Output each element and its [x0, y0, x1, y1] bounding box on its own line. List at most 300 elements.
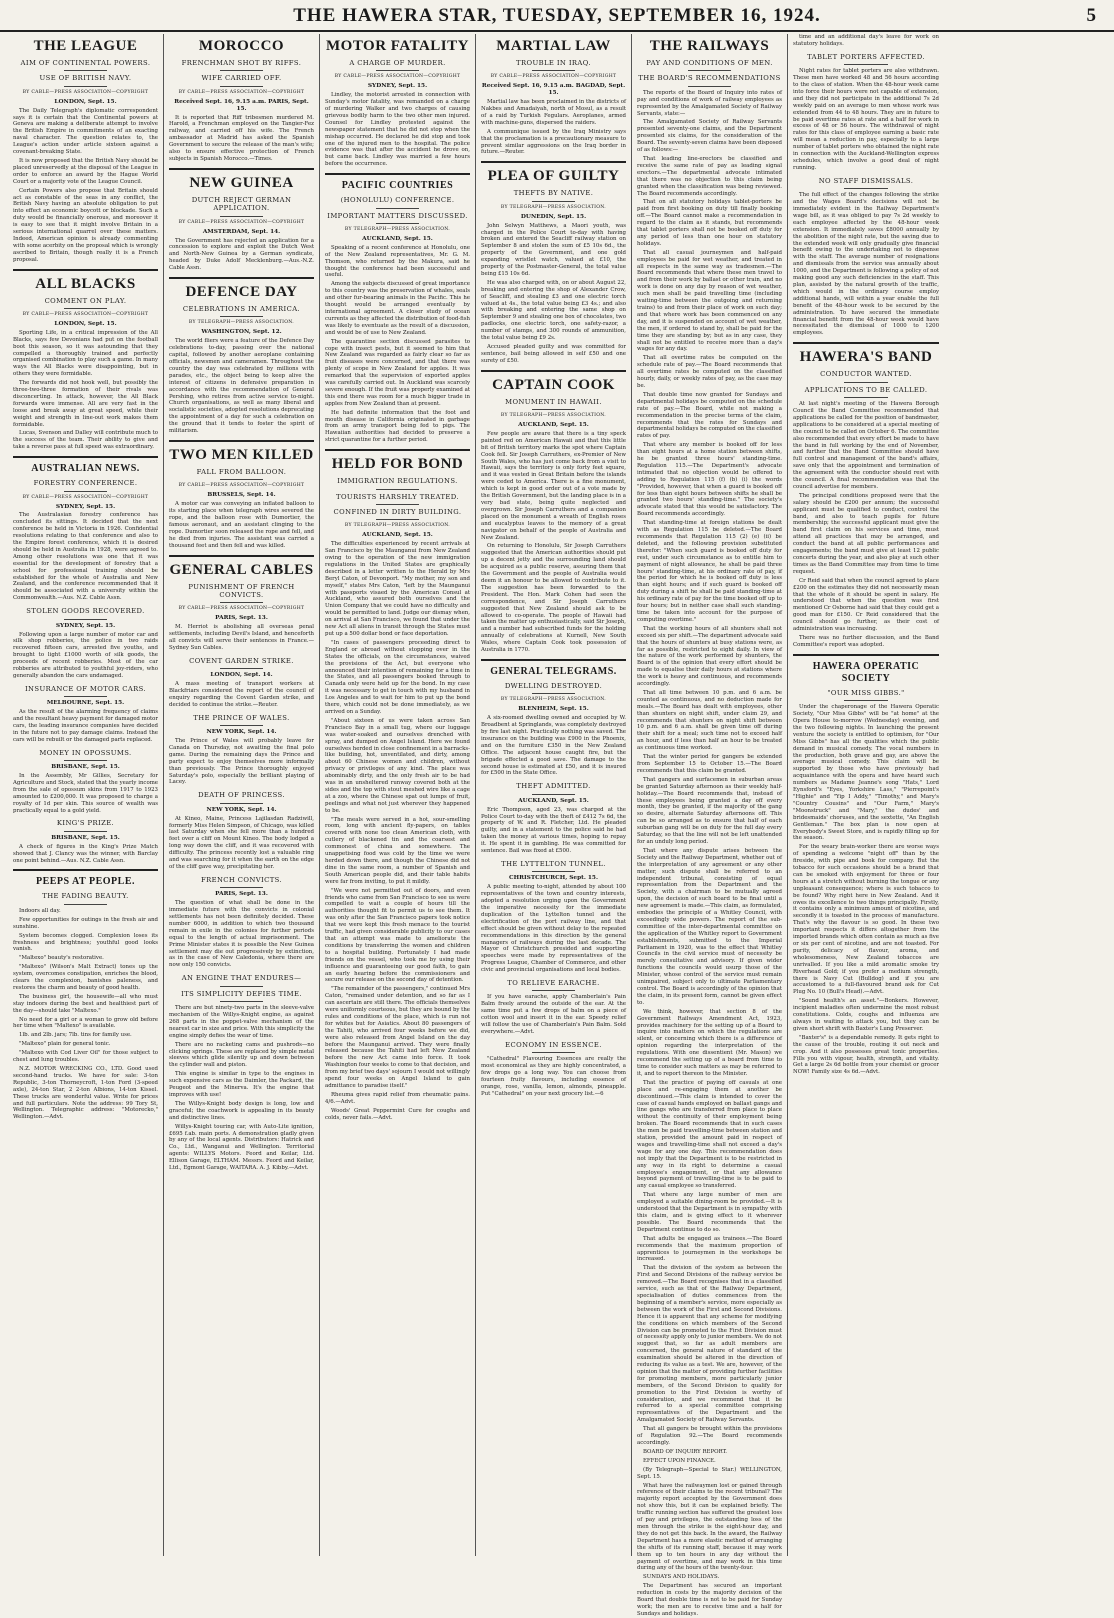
- story-dateline: BRISBANE, Sept. 15.: [51, 834, 120, 841]
- story-dateline: AMSTERDAM, Sept. 14.: [202, 228, 281, 235]
- deck-rule: [376, 208, 420, 209]
- story-paragraph: The question of what shall be done in the immediate future with the convicts in colonial settlements has not been definitely decided. These number 6000, in addition to which two thousand remain in exile in the colonies for further periods equal to the length of actual imprisonment. The Prime Minister states it is possible the New Guinea settlement may die out progressively by extinction, as in the case of New Caledonia, where there are now only 150 convicts.: [169, 900, 314, 969]
- column-4: [476, 34, 632, 1556]
- story-subheading: CONFINED IN DIRTY BUILDING.: [333, 508, 462, 516]
- story-subheading: ECONOMY IN ESSENCE.: [505, 1040, 602, 1049]
- column-6: [788, 34, 944, 1556]
- story-dateline: BRISBANE, Sept. 15.: [51, 764, 120, 771]
- story-headline: ALL BLACKS: [35, 275, 136, 292]
- deck-rule: [220, 725, 264, 726]
- story-subheading: COVENT GARDEN STRIKE.: [189, 656, 294, 665]
- story-paragraph: Rheuma gives rapid relief from rheumatic pains. 4/6.—Advt.: [325, 1091, 470, 1105]
- story-dateline: LONDON, Sept. 15.: [54, 98, 117, 105]
- story: [793, 654, 939, 1076]
- story-byline: BY CABLE—PRESS ASSOCIATION—COPYRIGHT: [178, 219, 305, 225]
- story-paragraph: That all gangers be brought within the provisions of Regulation 92.—The Board recommends accordingly.: [637, 1426, 782, 1446]
- story-paragraph: Martial law has been proclaimed in the districts of Nakbes and Amadaiyah, north of Mosul, as a result of a raid by Turkish Fegulars. Aeroplanes, armed with machine-guns, dispersed the raiders.: [481, 99, 626, 126]
- masthead: [0, 0, 1114, 32]
- story-subheading: FORESTRY CONFERENCE.: [33, 479, 138, 488]
- story: [793, 342, 939, 649]
- story-dateline: AUCKLAND, Sept. 15.: [362, 532, 433, 539]
- story-paragraph: "Maltexo with Cod Liver Oil" for those subject to chest and lung troubles.: [13, 1050, 158, 1064]
- section-divider: [169, 277, 314, 279]
- story-dateline: MELBOURNE, Sept. 15.: [46, 700, 125, 707]
- story-paragraph: "The meals were served in a hot, sour-smelling room, long with ancient fly-papers, on tables covered with none too clean American cloth, with cutlery of blackened tin and the coarsest and commonest of china and somewhere. The unappetising food was cold by the time we were herded down there, and though the Chinese did not dine in the same room, a number of Spanish and South American people did, and their table habits were far from inviting, to put it mildly.: [325, 816, 470, 885]
- section-divider: [481, 161, 626, 163]
- story-byline: BY CABLE—PRESS ASSOCIATION—COPYRIGHT: [22, 494, 149, 500]
- story-subheading: DEATH OF PRINCESS.: [198, 791, 285, 800]
- deck-rule: [220, 887, 264, 888]
- story-paragraph: Following upon a large number of motor car and silk shop robberies, the police in two raids recovered fifteen cars, arrested five youths, and brought to light £1000 worth of silk goods, the proceeds of recent robberies. Most of the car robberies are attributed to youthful joy-riders, who generally abandon the cars undamaged.: [13, 631, 158, 679]
- story: [481, 370, 626, 654]
- story-headline: AUSTRALIAN NEWS.: [31, 463, 140, 475]
- story-headline: PEEPS AT PEOPLE.: [35, 876, 136, 888]
- deck-rule: [532, 201, 576, 202]
- story-paragraph: The quarantine section discussed parasites to cope with insect pests, but it seemed to him that New Zealand was regarded as fairly clear so far as fruit diseases were concerned, and that there was plenty of scope in New Zealand for apples. It was remarked that the supervision of exported apples was carefully carried out. In Auckland was scarcely severe enough. If the fruit was properly examined at this end there was room for a much bigger trade in apples from New Zealand than at present.: [325, 338, 470, 407]
- story-headline: HAWERA'S BAND: [799, 349, 933, 366]
- section-divider: [481, 659, 626, 661]
- story-subheading: AN ENGINE THAT ENDURES—: [181, 974, 302, 983]
- section-divider: [13, 269, 158, 271]
- story-paragraph: We think, however, that section 8 of the Government Railways Amendment Act, 1923, provides machinery for the setting up of a Board to inquire into matters on which the regulations are silent, or concerning which there is a difference of opinion regarding the interpretation of the regulations. With one dissentient (Mr. Mason) we recommend the setting up of a board from time to time to consider such matters as may be referred to it, and to report thereon to the Minister.: [637, 1008, 782, 1077]
- story-paragraph: "Sound health's an asset."—Bonkers. However, incipient maladies often undermine the most robust constitutions. Colds, coughs and influenza are always in waiting to attack you, but they can be given short shrift with Baxter's Lung Preserver.: [793, 998, 939, 1032]
- story: [169, 38, 314, 163]
- story-subheading: THEFTS BY NATIVE.: [513, 189, 594, 198]
- story-headline: NEW GUINEA: [189, 174, 294, 191]
- deck-rule: [532, 693, 576, 694]
- story-dateline: CHRISTCHURCH, Sept. 15.: [509, 875, 598, 882]
- story-subheading: KING'S PRIZE.: [56, 819, 115, 828]
- story-headline: MARTIAL LAW: [496, 38, 611, 54]
- story-subheading: ITS SIMPLICITY DEFIES TIME.: [181, 989, 302, 998]
- story-headline: HAWERA OPERATIC SOCIETY: [812, 660, 920, 684]
- story-paragraph: He had definite information that the foot and mouth disease in California originated in garbage from an army transport being fed to pigs. The Hawaiian authorities had decided to preserve a strict quarantine for a further period.: [325, 409, 470, 444]
- story-dateline: NEW YORK, Sept. 14.: [206, 806, 277, 813]
- column-5: [632, 34, 788, 1617]
- story-headline: PACIFIC COUNTRIES: [341, 180, 454, 192]
- story-dateline: NEW YORK, Sept. 14.: [206, 729, 277, 736]
- story-subheading: INSURANCE OF MOTOR CARS.: [24, 684, 147, 693]
- story-paragraph: The Prince of Wales will probably leave for Canada on Thursday, not awaiting the final polo game. During the remaining days the Prince and party expect to enjoy themselves more informally than previously. The Prince thoroughly enjoyed Saturday's polo, especially the brilliant playing of Lacey.: [169, 738, 314, 786]
- column-2: [164, 34, 320, 1556]
- deck-rule: [220, 86, 264, 87]
- story-subheading: THE PRINCE OF WALES.: [193, 713, 290, 722]
- story-paragraph: At Kineo, Maine, Princess Lajilasdan Radziwill, formerly Miss Helen Simpson, of Chicago, was killed last Saturday when she fell more than a hundred feet over a cliff on Mount Kineo. The body lodged a long way down the cliff, and it was recovered with difficulty. The princess recently lost a valuable ring and was searching for it when the earth on the edge of the cliff gave way, precipitating her.: [169, 815, 314, 870]
- deck-rule: [220, 602, 264, 603]
- story-paragraph: Speaking of a recent conference at Honolulu, one of the New Zealand representatives, Mr. G. M. Thomson, who returned by the Makura, said he thought the conference had been successful and useful.: [325, 244, 470, 279]
- section-divider: [793, 342, 939, 344]
- story: [169, 974, 314, 1172]
- story-subheading: "OUR MISS GIBBS.": [827, 688, 905, 697]
- story: [13, 749, 158, 815]
- story-dateline: AUCKLAND, Sept. 15.: [518, 422, 589, 429]
- story-subheading: PUNISHMENT OF FRENCH CONVICTS.: [188, 582, 295, 599]
- story-paragraph: In the Assembly, Mr Gillies, Secretary for Agriculture and Stock, stated that the yearly income from the sale of opossum skins from 1917 to 1923 amounted to £200,000. It was proposed to charge a royalty of 1d per skin. This source of wealth was practically equal to a gold yield.: [13, 773, 158, 814]
- section-divider: [13, 456, 158, 458]
- story-subheading: A CHARGE OF MURDER.: [349, 59, 446, 67]
- story-paragraph: The Daily Telegraph's diplomatic correspondent says it is certain that the Continental powers at Geneva are making a deliberate attempt to involve the British Empire in commitments of an exacting naval character. The question relates to, the League's action under article sixteen against a covenant-breaking State.: [13, 107, 158, 156]
- story-paragraph: "Maltexo" (Wilson's Malt Extract) tones up the system, overcomes constipation, enriches the blood, clears the complexion, banishes paleness, and restores the charm and beauty of good health.: [13, 964, 158, 991]
- story-paragraph: The Amalgamated Society of Railway Servants presented seventy-one claims, and the Department presented six claims, for the consideration of the Board. The seventy-seven claims have been disposed of as follows:—: [637, 119, 782, 154]
- deck-rule: [64, 491, 108, 492]
- story-dateline: SYDNEY, Sept. 15.: [55, 503, 116, 510]
- section-divider: [169, 440, 314, 442]
- story-dateline: Received Sept. 16, 9.15 a.m. BAGDAD, Sept. 15.: [481, 83, 626, 97]
- story-dateline: Received Sept. 16, 9.15 a.m. PARIS, Sept. 15.: [174, 98, 309, 112]
- story-subheading: MONUMENT IN HAWAII.: [505, 397, 602, 406]
- story-paragraph: That where any dispute arises between the Society and the Railway Department, whether out of the interpretation of any agreement or any other matter, such dispute shall be referred to an independent tribunal, consisting of equal representation from the Department and the Society, with a chairman to be mutually agreed upon, the decision of such board to be final until a new agreement is made.—This claim, as formulated, embodies the principle of a Whitley Council, with exceedingly wide powers. The report of the sub-committee of the inter-departmental committee on the application of the Whitley report to Government establishments, submitted to the Imperial Parliament in 1920, was to the effect that Whitley Councils in the civil service must of necessity be merely consultative and advisory. If given wider functions the councils would usurp those of the Minister, whose control of the service must remain unimpaired, subject only to ultimate Parliamentary control. The Board is accordingly of the opinion that the claim, in its present form, cannot be given effect to.: [637, 847, 782, 1006]
- story: [481, 979, 626, 1036]
- story-dateline: LONDON, Sept. 15.: [54, 320, 117, 327]
- story-paragraph: "In cases of passengers proceeding direct to England or abroad without stopping over in the States the officials, on the circumstances, waived the provisions of the Act, but everyone who announced their intention of remaining for a time in the States, and all passengers booked through to Canada only were held up for the bond. In my case it was necessary to get in touch with my husband in Los Angeles and to wait for him to put up the bond there, which could not be done immediately, as we arrived on a Sunday.: [325, 639, 470, 715]
- story: [13, 819, 158, 864]
- story: [481, 659, 626, 777]
- story-byline: BY TELEGRAPH—PRESS ASSOCIATION.: [500, 204, 607, 210]
- story: [169, 555, 314, 652]
- story-subheading: DWELLING DESTROYED.: [504, 681, 603, 690]
- deck-rule: [64, 70, 108, 71]
- story-headline: GENERAL TELEGRAMS.: [490, 665, 617, 677]
- story-subheading: NO STAFF DISMISSALS.: [818, 176, 914, 185]
- story: [481, 38, 626, 156]
- deck-rule: [376, 489, 420, 490]
- story-subheading: THE BOARD'S RECOMMENDATIONS: [638, 74, 781, 83]
- story-paragraph: time and an additional day's leave for work on statutory holidays.: [793, 34, 939, 47]
- story-paragraph: As the result of the alarming frequency of claims and the resultant heavy payment for damaged motor cars, the leading insurance companies have decided in the future not to pay damage claims. Instead the cars will be rebuilt or the damaged parts replaced.: [13, 709, 158, 743]
- story: [13, 607, 158, 680]
- story-paragraph: The Australasian forestry conference has concluded its sittings. It decided that the next conference be held in Victoria in 1926. Confidential resolutions relating to that conference and also to the Empire forest conference, which it is desired should be held in Australia in 1928, were agreed to. Among other resolutions was one that it was essential for the development of forestry that a school for professional training should be established for the whole of Australia and New Zealand, and the conference recommended that it should be associated with a university within the Commonwealth.—Aus. N.Z. Cable Assn.: [13, 512, 158, 602]
- deck-rule: [64, 308, 108, 309]
- story-paragraph: "Cathedral" Flavouring Essences are really the most economical as they are highly concentrated, a few drops go a long way. You can choose from fourteen fruity flavours, including essence of orange, rose, vanilla, lemon, almonds, pineapple. Put "Cathedral" on your next grocery list.—6: [481, 1056, 626, 1097]
- story-headline: GENERAL CABLES: [169, 561, 314, 578]
- story-paragraph: (By Telegraph—Special to Star.) WELLINGTON, Sept. 15.: [637, 1466, 782, 1480]
- story-byline: BY CABLE—PRESS ASSOCIATION—COPYRIGHT: [178, 606, 305, 612]
- story-subheading: THEFT ADMITTED.: [516, 782, 591, 791]
- story-byline: BY TELEGRAPH—PRESS ASSOCIATION.: [500, 413, 607, 419]
- story-paragraph: There are no racketing cams and pushrods—no clicking springs. These are replaced by simple metal sleeves which glide silently up and down between the cylinder wall and piston.: [169, 1041, 314, 1069]
- story-paragraph: What have the railwaymen lost or gained through reference of their claims to the recent tribunal? The majority report accepted by the Government does not show this, but it can be explained briefly. The traffic running section has suffered the greatest loss of pay and privileges, the outstanding loss of the men through the strike is the eight-hour day, and they do not get this back. In the award, the Railway Department has a more elastic method of arranging the shifts of its running staff, because it may work them up to ten hours in any day without the payment of overtime, and may work in this time during any of the hours of the twenty-four.: [637, 1482, 782, 1572]
- deck-rule: [532, 409, 576, 410]
- story-dateline: PARIS, Sept. 13.: [215, 891, 268, 898]
- story-paragraph: Cr Reid said that when the council agreed to place £200 on the estimates they did not necessarily mean that the whole of it should be spent in salary. He understood that when the question was first mentioned Cr Osborne had said that they could get a good man for £150. Cr Reid considered that the council should go further, as their cost of administration was increasing.: [793, 577, 939, 633]
- deck-rule: [376, 223, 420, 224]
- story-paragraph: System becomes clogged. Complexion loses its freshness and brightness; youthful good looks vanish.: [13, 932, 158, 953]
- story: [169, 168, 314, 272]
- story-paragraph: A public meeting to-night, attended by about 100 representatives of the town and country interests, adopted a resolution urging upon the Government the imperative necessity for the immediate duplication of the Lyttelton tunnel and the electrification of the port railway line, and that effect should be given without delay to the repeated recommendations in this direction by the general managers of railways during the last decade. The Mayor of Christchurch presided and supporting speeches were made by representatives of the Progress League, Chamber of Commerce, and other civic and provincial organisations and local bodies.: [481, 884, 626, 974]
- deck-rule: [220, 70, 264, 71]
- story-paragraph: A motor car was conveying an inflated balloon to its starting place when telegraph wires severed the rope, and the balloon rose with Dumortier, the famous aeronaut, and an assistant clinging to the rope. Dumortier soon released the rope and fell, and he died from injuries. The assistant was carried a thousand feet and then fell and was killed.: [169, 501, 314, 549]
- story-paragraph: Certain Powers also propose that Britain should act as constable of the seas in any conflict, the British Navy having an absolute obligation to put into effect an economic boycott or blockade. Such a duty would be financially onerous, and moreover it is easy to see that it might involve Britain in a serious international quarrel over these matters. Indeed, American opinion is already commenting with some acerbity on the proposal which is wrongly ascribed to Britain, though really it is a French proposal.: [13, 187, 158, 263]
- deck-rule: [844, 700, 888, 701]
- story-headline: MOROCCO: [198, 38, 285, 54]
- story-paragraph: Sporting Life, in a critical impression of the All Blacks, says few Devonians had put on the football boot this season, so it was astounding that they compelled a thoroughly trained and perfectly organised combination to play such a game. In many ways the All Blacks were disappointing, but in others they were formidable.: [13, 329, 158, 378]
- story-paragraph: A mass meeting of transport workers at Blackfriars considered the report of the council of enquiry regarding the Covent Garden strike, and decided to continue the strike.—Reuter.: [169, 681, 314, 708]
- deck-rule: [220, 986, 264, 987]
- story-dateline: AUCKLAND, Sept. 15.: [362, 235, 433, 242]
- page-number: 5: [1086, 5, 1096, 26]
- deck-rule: [376, 70, 420, 71]
- story: [637, 38, 782, 1618]
- deck-rule: [688, 70, 732, 71]
- story-paragraph: "Baxter's" is a dependable remedy. It gets right to the cause of the trouble, routing it out neck and crop. And it also possesses great tonic properties. Fills you with vigour, health, strength, and vitality. Get a large 2s 6d bottle from your chemist or grocer NOW! Family size 4s 6d.—Advt.: [793, 1034, 939, 1076]
- story-headline: MOTOR FATALITY: [326, 38, 469, 54]
- story-paragraph: A communique issued by the Iraq Ministry says that the proclamation is a precautionary measure to prevent similar aggressions on the Iraq border in future.—Reuter.: [481, 128, 626, 156]
- story-paragraph: There was no further discussion, and the Band Committee's report was adopted.: [793, 634, 939, 648]
- story-paragraph: Night rates for tablet porters are also withdrawn. These men have worked 48 and 56 hours according to the class of station. When the 48-hour week came into force their hours were not capable of extension, and they did not participate in the additional 7s 2d weekly paid on an average to men whose work was extended from 44 to 48 hours. They are in future to be paid overtime rates at rate and a half for work in excess of 48 or 56 hours. The withdrawal of night rates for this class of employee earning a basic rate will mean a reduction in pay, especially to a large number of tablet porters who obtained the night rate in connection with the Auckland-Wellington express schedules, which involve a good deal of night running.: [793, 68, 939, 171]
- story: [325, 449, 470, 1121]
- deck-rule: [220, 316, 264, 317]
- story-paragraph: The business girl, the housewife—all who must stay indoors during the best and healthiest part of the day—should take "Maltexo.": [13, 993, 158, 1014]
- story-paragraph: M. Herriot is abolishing all overseas penal settlements, including Devil's Island, and henceforth all convicts will serve their sentences in France.—Sydney Sun Cables.: [169, 624, 314, 651]
- story-paragraph: Woods' Great Peppermint Cure for coughs and colds, never fails.—Advt.: [325, 1107, 470, 1121]
- deck-rule: [844, 382, 888, 383]
- story-paragraph: That standing-time at foreign stations be dealt with as Regulation 115 be deleted.—The Board recommends that Regulation 115 (2) (e) (ii) be deleted, and the following provision substituted therefor: "When such guard is booked off duty for rest, under such circumstance as to entitle him to payment of night allowance, he shall be paid three hours' standing-time, at his ordinary rate of pay, if the period for which he is booked off duty is less than eight hours; and if such guard is booked off duty during a shift he shall be paid standing-time at his ordinary rate of pay for the time booked off up to four hours; but in neither case shall such standing-time be taken into account for the purpose of computing overtime.": [637, 520, 782, 623]
- story: [169, 791, 314, 871]
- story-paragraph: Willys-Knight touring car, with Auto-Lite ignition, £695 f.ab. main ports. A demonstration gladly given by any of the local agents. Distributors: Hatrick and Co., Ltd., Wanganui and Wellington. Territorial agents: WILLYS Motors. Feord and Keilar, Ltd. Ellison Garage, ELTHAM. Messrs. Feord and Keilar, Ltd., Egmont Garage, WAITARA. A. J. Kibby.—Advt.: [169, 1123, 314, 1172]
- story: [13, 685, 158, 744]
- story: [169, 876, 314, 969]
- story-paragraph: That adults be engaged as trainees.—The Board recommends that the maximum proportion of apprentices to journeymen in the workshops be increased.: [637, 1235, 782, 1263]
- story-paragraph: The Willys-Knight body design is long, low and graceful; the coachwork is appealing in its beauty and distinctive lines.: [169, 1100, 314, 1121]
- column-3: [320, 34, 476, 1556]
- story-subheading: FRENCHMAN SHOT BY RIFFS.: [181, 59, 302, 67]
- story-headline: TWO MEN KILLED: [169, 446, 314, 463]
- story-subheading: MONEY IN OPOSSUMS.: [39, 748, 132, 757]
- story-paragraph: The forwards did not hook well, but possibly the three-two-three formation of their rivals was disconcerting. In attack, however, the All Black forwards were immense. All are very fast in the loose and break away at great speed, while their weight and strength in line-out work makes them formidable.: [13, 380, 158, 428]
- story-paragraph: That the winter period for gangers be extended from September 15 to October 15.—The Board recommends that this claim be granted.: [637, 754, 782, 774]
- story-subheading: TABLET PORTERS AFFECTED.: [807, 52, 925, 61]
- story-headline: DEFENCE DAY: [185, 284, 298, 301]
- story-headline: THE LEAGUE: [33, 38, 138, 54]
- story: [793, 34, 939, 48]
- story-paragraph: The principal conditions proposed were that the salary should be £200 per annum; the successful applicant must be qualified to conduct, control the band, and also to teach pupils for future membership; the successful applicant must give the band first claim on his services and time, must attend all practices that may be arranged, and conduct the band at all public performances and engagements; the band must give at least 12 public concerts during the year, and also play at such other times as the Band Committee may from time to time request.: [793, 492, 939, 575]
- story: [481, 782, 626, 855]
- deck-rule: [220, 668, 264, 669]
- column-1: [8, 34, 164, 1556]
- story-paragraph: 1lb. and 2lb. jars; 7lb. tins for family use.: [19, 1032, 132, 1039]
- story-paragraph: For the weary brain-worker there are worse ways of spending a welcome "night off" than by the fireside, with pipe and book for company. But the tobacco for such occasions should be a brand that can be smoked with enjoyment for three or four hours at a stretch without burning the tongue or any unpleasant consequence; where is such tobacco to be found? Why right here in New Zealand. And it owes its excellence to two things principally. Firstly, it contains only a minimum amount of nicotine, and secondly it is toasted in the process of manufacture. That's why the flavour is so good. In these two important respects it differs altogether from the imported brands which often contain as much as five or six per cent of nicotine, and are not toasted. For purity, delicacy of flavour, aroma, and wholesomeness, New Zealand tobaccos are unrivalled. If you like a mild aromatic smoke try Riverhead Gold; if you prefer a medium strength, there is Navy Cut (Bulldog) and if you are accustomed to a full-flavoured brand ask for Cut Plug No. 10 (Bull's Head).—Advt.: [793, 844, 939, 996]
- deck-rule: [532, 1052, 576, 1053]
- newspaper-title: THE HAWERA STAR, TUESDAY, SEPTEMBER 16, 1924.: [293, 5, 821, 26]
- story-byline: BY CABLE—PRESS ASSOCIATION—COPYRIGHT: [334, 74, 461, 80]
- story: [169, 714, 314, 787]
- story-paragraph: No need for a girl or a woman to grow old before her time when "Maltexo" is available.: [13, 1016, 158, 1030]
- story-paragraph: Under the chaperonage of the Hawera Operatic Society, "Our Miss Gibbs" will be "at home" at the Opera House to-morrow (Wednesday) evening, and the two following nights. In launching the present venture the society is entitled to optimism, for "Our Miss Gibbs" has all the qualities which the public demand in musical comedy. The vocal numbers in the production, both grave and gay, are above the average musical comedy. This claim will be supported by those who have previously had acquaintance with the opera and have heard such numbers as Madame Jeanne's song "Hats," Lord Eynsford's "Eyes, Yorkshire Lass," "Pierrepoint's "Highie" and "Yip I Addy," "Timothy," and Mary's "Country Cousins" and "Our Farm," Mary's "Moonstruck" and "Mary," the dudes' and bridesmaids' choruses, and the sextette, "An English Gentleman." The box plan is now open at Everybody's Sweet Store, and is rapidly filling up for the season.: [793, 704, 939, 842]
- story-dateline: BRUSSELS, Sept. 14.: [207, 492, 276, 499]
- story: [169, 657, 314, 709]
- deck-rule: [64, 831, 108, 832]
- story-subheading: TOURISTS HARSHLY TREATED.: [336, 492, 459, 501]
- deck-rule: [64, 619, 108, 620]
- story-dateline: AUCKLAND, Sept. 15.: [518, 797, 589, 804]
- deck-rule: [532, 871, 576, 872]
- story-dateline: SYDNEY, Sept. 15.: [367, 83, 428, 90]
- deck-rule: [844, 188, 888, 189]
- deck-rule: [532, 990, 576, 991]
- story-byline: BY CABLE—PRESS ASSOCIATION—COPYRIGHT: [178, 89, 305, 95]
- story-subheading: FALL FROM BALLOON.: [196, 467, 287, 476]
- story-headline: PLEA OF GUILTY: [487, 168, 620, 185]
- story-paragraph: That the working hours of all shunters shall not exceed six per shift.—The department advocate said that the hours of shunters at busy stations were, as far as possible, restricted to eight daily. In view of the nature of the work performed by shunters, the Board is of the opinion that every effort should be made to equalise their daily hours at stations where the work is heavy and continuous, and recommends accordingly.: [637, 625, 782, 688]
- story-paragraph: The Department has secured an important reduction in costs by the majority decision of the Board that double time is not to be paid for Sunday work; the men are to receive time and a half for Sundays and holidays.: [637, 1583, 782, 1617]
- story-dateline: LONDON, Sept. 14.: [210, 672, 273, 679]
- story-paragraph: There are but ninety-two parts in the sleeve-valve mechanism of the Willys-Knight engine, as against 268 parts in the poppet-valve mechanism of the nearest car in size and price. With this simplicity the engine simply defies the wear of time.: [169, 1005, 314, 1039]
- story-paragraph: That where any member is booked off for less than eight hours at a home station between shifts, he be granted three hours' standing-time. Regulation 115.—The Department's advocate intimated that no objection would be offered to adding to Regulation 115 (f) (b) (i) the words "Provided, however, that when a guard is booked off for less than eight hours between shifts he shall be granted two hours' standing-time." The society's advocate stated that this would be satisfactory. The Board recommends accordingly.: [637, 442, 782, 518]
- story-paragraph: The reports of the Board of Inquiry into rates of pay and conditions of work of railway employees as represented by the Amalgamated Society of Railway Servants, state:—: [637, 89, 782, 117]
- deck-rule: [64, 696, 108, 697]
- story-paragraph: That the practice of paying off casuals at one place and re-engaging them at another be discontinued.—This claim is intended to cover the case of casual hands employed on ballast gangs and line gangs who are transferred from place to place without the continuity of their employment being broken. The Board recommends that in such cases the men be paid travelling-time between station and station, provided the amount paid in respect of wages and travelling-time shall not exceed a day's wage for any one day. This recommendation does not imply that the Department is to be restricted in any way in its right to determine a casual employee's engagement, or that any allowance beyond payment of travelling-time is to be paid to any casual employee so transferred.: [637, 1079, 782, 1190]
- story: [481, 1041, 626, 1098]
- story-subheading: COMMENT ON PLAY.: [44, 296, 127, 305]
- story-paragraph: "Maltexo" plain for general tonic.: [19, 1041, 111, 1048]
- story-subheading: (HONOLULU) CONFERENCE.: [340, 196, 455, 205]
- story-paragraph: N.Z. MOTOR WRECKING CO., LTD. Good used second-hand trucks. We have for sale: 3-ton Republic, 3-ton Thorneycroft, 1-ton Ford (3-speed axle), 24-ton Star, 2 2-ton Albions, 14-ton Kissel. These trucks are wonderful value. Write for prices and full particulars. Note the address: 99 Tory St, Wellington. Telegraphic address: "Motorecko," Wellington.—Advt.: [13, 1066, 158, 1121]
- section-divider: [169, 168, 314, 170]
- story-paragraph: EFFECT UPON FINANCE.: [643, 1457, 716, 1464]
- story: [793, 177, 939, 337]
- section-divider: [325, 173, 470, 175]
- deck-rule: [376, 519, 420, 520]
- story: [13, 269, 158, 452]
- story-subheading: IMPORTANT MATTERS DISCUSSED.: [327, 211, 468, 220]
- story-paragraph: That all time between 10 p.m. and 6 a.m. be counted as continuous, and no deduction made for meals.—The Board has dealt with employees, other than shunters on night shift, under claim 29, and recommends that shunters on night shift between 10 p.m. and 6 a.m. shall be given time off during their shift for a meal; such time not to exceed half an hour, and if less than half an hour to be treated as continuous time worked.: [637, 689, 782, 752]
- story-paragraph: That where any large number of men are employed a suitable dining-room be provided.—It is understood that the Department is in sympathy with this claim, and is giving effect to it wherever possible. The Board recommends that the Department continue to do so.: [637, 1192, 782, 1233]
- story-byline: BY TELEGRAPH—PRESS ASSOCIATION.: [344, 523, 451, 529]
- story-paragraph: Few opportunities for outings in the fresh air and sunshine.: [13, 916, 158, 930]
- story-dateline: DUNEDIN, Sept. 15.: [520, 213, 587, 220]
- story-paragraph: A check of figures in the King's Prize Match showed that J. Clancy was the winner, with Barclay one point behind.—Aus. N.Z. Cable Assn.: [13, 843, 158, 864]
- story: [481, 860, 626, 974]
- story-paragraph: "We were not permitted out of doors, and even friends who came from San Francisco to see us were compelled to wait a couple of hours till the authorities thought fit to permit us to see them. It was only after the San Francisco papers took notice that we were kept this fresh menace to the tourist traffic, had given considerable publicity to our cases that an attempt was made to ameliorate the conditions by transferring the women and children to a hospital building. Fortunately I had made friends on the vessel, who took me by using their influence and guaranteeing our good faith, to gain an early hearing before the commissioners and secure our release on the second day of detention.: [325, 887, 470, 984]
- story: [169, 440, 314, 550]
- deck-rule: [844, 397, 888, 398]
- story-subheading: APPLICATIONS TO BE CALLED.: [804, 385, 928, 394]
- story-subheading: THE LYTTELTON TUNNEL.: [501, 859, 606, 868]
- deck-rule: [376, 504, 420, 505]
- section-divider: [325, 449, 470, 451]
- story-byline: BY CABLE—PRESS ASSOCIATION—COPYRIGHT: [22, 311, 149, 317]
- story-subheading: STOLEN GOODS RECOVERED.: [26, 607, 145, 616]
- story-paragraph: John Selwyn Matthews, a Maori youth, was charged in the Police Court to-day with having broken and entered the Seacliff railway station on September 8 and stolen the sum of £5 10s 6d., the property of the Government, and one gold expanding wristlet watch, valued at £10, the property of the Postmaster-General, the total value being £15 10s 6d.: [481, 222, 626, 277]
- deck-rule: [844, 64, 888, 65]
- story: [793, 53, 939, 172]
- story-paragraph: Accused pleaded guilty and was committed for sentence, bail being allowed in self £50 and one surety of £50.: [481, 344, 626, 364]
- story-dateline: BLENHEIM, Sept. 15.: [518, 706, 589, 713]
- story: [13, 38, 158, 264]
- deck-rule: [64, 86, 108, 87]
- story-subheading: AIM OF CONTINENTAL POWERS.: [20, 59, 151, 67]
- story-paragraph: The full effect of the changes following the strike and the Wages Board's decisions will not be immediately evident in the Railway Department's wage bill, as it was obliged to pay 7s 2d weekly to each employee affected by the 48-hour week extension. It immediately saves £8000 annually by the abolition of the night rate, but the saving due to the extended week will only gradually give financial benefit owing to the undertaking not to dispense with the staff. The average number of resignations and dismissals from the service was annually about 1000, and the Department is following a policy of not making good any such deficiencies in the staff. This plan, assisted by the natural growth of the traffic, which would in the ordinary course employ additional hands, will within a year enable the full benefit of the 48-hour week to be secured by the administration. To have secured the immediate financial benefit from the 48-hour week would have necessitated the dismissal of 1000 to 1200 employees.: [793, 192, 939, 337]
- story-byline: BY TELEGRAPH—PRESS ASSOCIATION.: [500, 697, 607, 703]
- deck-rule: [220, 216, 264, 217]
- story-subheading: WIFE CARRIED OFF.: [201, 74, 282, 83]
- story-paragraph: It is now proposed that the British Navy should be placed unreservedly at the disposal of the League in order to enforce an award by the Hague World Court or a majority vote of the League Council.: [13, 157, 158, 185]
- story-byline: BY CABLE—PRESS ASSOCIATION—COPYRIGHT: [22, 89, 149, 95]
- story-subheading: THE FADING BEAUTY.: [42, 892, 129, 901]
- story-subheading: TROUBLE IN IRAQ.: [516, 59, 591, 67]
- story-paragraph: The difficulties experienced by recent arrivals at San Francisco by the Maunganui from New Zealand owing to the operation of the new immigration regulations in the United States are graphically described in a letter written to the Herald by Mrs Beryl Caton, of Devonport. "My mother, my son and myself," states Mrs Caton, "left by the Maunganui with passports visaed by the American Consul at Auckland, who assured both ourselves and the Union Company that we could have no difficulty and would be permitted to land. Judge our dismay when, on arrival at San Francisco, we found that under the new Act all aliens in transit through the States must put up a 500 dollar bond or face deportation.: [325, 541, 470, 637]
- story-paragraph: He was also charged with, on or about August 22, breaking and entering the shop of Alexander Crow, of Seacliff, and stealing £3 and one electric torch valued at 4s., the total value being £3 4s.; and also with breaking and entering the same shop on September 9 and stealing one box of chocolates, two padlocks, one electric torch, one safety-razor, a number of stamps, and 300 rounds of ammunition, the total value being £9 2s.: [481, 279, 626, 342]
- story-byline: BY TELEGRAPH—PRESS ASSOCIATION.: [188, 320, 295, 326]
- deck-rule: [64, 904, 108, 905]
- story-byline: BY CABLE—PRESS ASSOCIATION—COPYRIGHT: [178, 483, 305, 489]
- deck-rule: [220, 479, 264, 480]
- story-byline: BY CABLE—PRESS ASSOCIATION—COPYRIGHT: [490, 74, 617, 80]
- story-headline: THE RAILWAYS: [649, 38, 770, 54]
- story: [325, 173, 470, 444]
- story-subheading: DUTCH REJECT GERMAN APPLICATION.: [191, 195, 292, 213]
- story-paragraph: That all casual journeymen and half-paid employees be paid for wet weather, and treated in all respects in the same way as tradesmen.—The Board recommends that where these men travel to and from their work by ballast or other train, and no work is done on any day by reason of wet weather, such men shall be paid travelling time (including waiting-time between the outgoing and returning trains) to and from their place of work on such day; and that where work has been commenced on any day, and it is suspended on account of wet weather, the men, if ordered to stand by, shall be paid for the time they are standing by; but as in any case, they shall not be entitled to receive more than a day's wages for any day.: [637, 249, 782, 353]
- story-paragraph: Indoors all day.: [19, 907, 61, 914]
- story-subheading: CELEBRATIONS IN AMERICA.: [182, 305, 301, 314]
- story-paragraph: At last night's meeting of the Hawera Borough Council the Band Committee recommended that applications be called for the position of bandmaster, applications to be considered at a special meeting of the council to be called on October 6. The committee also recommended that every effort be made to have the band in full working by the end of November, and further that the Band Committee should have full control and management of the band's affairs, save only that the appointment and termination of the agreement with the conductor should rest with the council. A final recommendation was that the council advertise for members.: [793, 401, 939, 490]
- story-paragraph: That gangers and surfacemen in suburban areas be granted Saturday afternoon as their weekly half-holiday.—The Board recommends that, instead of these employees being granted a day off every month, they be granted, if the majority of the gang so desire, alternate Saturday afternoons off. This can be so arranged as to ensure that half of each suburban gang will be on duty for the full day every Saturday, so that the line will not be left unattended for an unduly long period.: [637, 776, 782, 845]
- story-paragraph: It is reported that Riff tribesmen murdered M. Harold, a Frenchman employed on the Tangier-Fez railway, and carried off his wife. The French ambassador at Madrid has asked the Spanish Government to secure the release of the man's wife; also to ensure effective protection of French subjects in Spanish Morocco.—Times.: [169, 114, 314, 162]
- section-divider: [169, 555, 314, 557]
- story-paragraph: That the division of the system as between the First and Second Divisions of the railway service be removed.—The Board recognises that in a classified service, such as that of the Railway Department, specialisation of duties commences from the beginning of a member's service, more especially as between the work of the First and Second Divisions. Hence it is apparent that any scheme for modifying the conditions on which members of the Second Division can be promoted to the First Division must of necessity apply only to junior members. We do not suggest that, so far as adult members are concerned, the general nature of standard of the examination should be altered in the direction of reducing its value as a test. We are, however, of the opinion that the matter of providing further facilities for promoting members, more particularly junior members, of the Second Division to qualify for promotion to the First Division is worthy of consideration, and we recommend that it be referred to a special committee comprising representatives of the Department and the Amalgamated Society of Railway Servants.: [637, 1265, 782, 1424]
- story-paragraph: That all overtime rates be computed on the schedule rate of pay.—The Board recommends that all overtime rates be computed on the classified hourly, daily, or weekly rates of pay, as the case may be.: [637, 355, 782, 389]
- story-paragraph: Lindley, the motorist arrested in connection with Sunday's motor fatality, was remanded on a charge of murdering Walker and two charges of causing grievous bodily harm to the two other men injured. Counsel for Lindley protested against the newspaper statement that he did not stop when the mishap occurred. He declared he did stop and took one of the injured men to the hospital. The police evidence was that after the accident he drove on, but came back. Lindley was married a few hours before the occurrence.: [325, 92, 470, 168]
- story-paragraph: On returning to Honolulu, Sir Joseph Carruthers suggested that the American authorities should put up a decent jetty and the surrounding land should be acquired as a public reserve, assuring them that the Government and the people of Australia would deem it an honour to be allowed to contribute to it. The suggestion has been forwarded to the President. The Hon. Mark Cohen had seen the correspondence, and Sir Joseph Carruthers suggested that New Zealand should ask to be allowed to co-operate. The people of Hawaii had taken the matter up enthusiastically, said Sir Joseph, and a number had subscribed funds for the holding annually of celebrations at Kurnell, New South Wales, where Captain Cook took possession of Australia in 1770.: [481, 543, 626, 654]
- section-divider: [13, 869, 158, 871]
- story-paragraph: The world fliers were a feature of the Defence Day celebrations to-day, passing over the national capital, followed by another aeroplane containing officials, newsmen and cameramen. Throughout the country the day was celebrated by millions with parades, etc., the object being to keep alive the interest of citizens in defensive preparation in accordance with the recommendation of General Pershing, who retires from active service to-night. Church organisations, as well as many liberal and socialistic societies, adopted resolutions deprecating the appointment of a day for such a celebration on the ground that it tends to foster the spirit of militarism.: [169, 338, 314, 435]
- story: [13, 456, 158, 602]
- deck-rule: [220, 803, 264, 804]
- story-paragraph: This engine is similar in type to the engines in such expensive cars as the Daimler, the Packard, the Peugeot and the Minerva. It's the engine that improves with use!: [169, 1071, 314, 1098]
- story-paragraph: "The remainder of the passengers," continued Mrs Caton, "remained under detention, and so far as I can ascertain are still there. The officials themselves were uniformly courteous, but they are bound by the rules and conditions of the place, which is run not for whites but for Asiatics. About 80 passengers of the Tahiti, who arrived four weeks before we did, were also released from Angel Island on the day before the Maunganui arrived. They were finally released because the Tahiti had left New Zealand before the new Act came into force. It took Washington four weeks to come to that decision, and from my brief two days' sojourn I would not willingly spend four weeks on Angel Island to gain admittance to paradise itself.": [325, 986, 470, 1089]
- deck-rule: [532, 70, 576, 71]
- story-subheading: USE OF BRITISH NAVY.: [39, 74, 132, 83]
- story-subheading: IMMIGRATION REGULATIONS.: [337, 477, 458, 486]
- story-paragraph: BOARD OF INQUIRY REPORT.: [643, 1448, 727, 1455]
- story-paragraph: Among the subjects discussed of great importance to this country was the preservation of whales, seals and other fur-bearing animals in the Pacific. This he thought would be arranged eventually by international agreement. A closer study of ocean currents as they affected the distribution of food-fish was likely to eventuate as the result of a discussion, and would be of use to New Zealand.: [325, 281, 470, 336]
- story-paragraph: Eric Thompson, aged 23, was charged at the Police Court to-day with the theft of £412 7s 6d, the property of W. and R. Fletcher, Ltd. He pleaded guilty, and in a statement to the police said he had taken the money at various times, hoping to repay it. He spent it in gambling. He was committed for sentence. Bail was fixed at £500.: [481, 806, 626, 855]
- story-paragraph: Few people are aware that there is a tiny speck painted red on American Hawaii and that this little bit of British territory marks the spot where Captain Cook fell. Sir Joseph Carruthers, ex-Premier of New South Wales, who has just come back from a visit to Hawaii, says the territory is only forty feet square, and it was vested in Great Britain before the islands were ceded to America. There is a fine monument, which is kept in good order out of a vote made by the British Government, but the landing place is in a very bad state, being quite neglected and overgrown. Sir Joseph Carruthers and a companion placed on the monument a wreath of English roses and eucalyptus leaves to the memory of a great navigator on behalf of the people of Australia and New Zealand.: [481, 430, 626, 541]
- story-dateline: PARIS, Sept. 13.: [215, 615, 268, 622]
- story: [481, 161, 626, 364]
- story-paragraph: "Maltexo" beauty's restorative.: [19, 955, 104, 962]
- story-paragraph: If you have earache, apply Chamberlain's Pain Balm freely around the outside of the ear. At the same time put a few drops of balm on a piece of cotton wool and insert it in the ear. Speedy relief will follow the use of Chamberlain's Pain Balm. Sold everywhere.—Advt.: [481, 994, 626, 1035]
- newspaper-columns: [8, 34, 1106, 1617]
- deck-rule: [64, 760, 108, 761]
- story: [13, 869, 158, 1121]
- story-paragraph: The Government has rejected an application for a concession to explore and exploit the Dutch West and North-New Guinea by a German syndicate, headed by Duke Adolf Mecklenburg.—Aus.-N.Z. Cable Assn.: [169, 237, 314, 272]
- story-paragraph: That on all statutory holidays tablet-porters be paid from first booking on duty till finally booking off.—The Board cannot make a recommendation in regard to the claim as it stands, but recommends that tablet porters shall not be booked off duty for any period of less than one hour on statutory holidays.: [637, 199, 782, 247]
- story-paragraph: That double time now granted for Sundays and departmental holidays be computed on the schedule rate of pay.—The Board, while not making a recommendation in the precise terms of the claim, recommends that the rates for Sundays and departmental holidays be computed on the classified rates of pay.: [637, 391, 782, 440]
- story-subheading: FRENCH CONVICTS.: [200, 875, 283, 884]
- story-subheading: PAY AND CONDITIONS OF MEN.: [646, 59, 773, 67]
- deck-rule: [220, 1001, 264, 1002]
- story: [325, 38, 470, 168]
- section-divider: [793, 654, 939, 656]
- story-dateline: SYDNEY, Sept. 15.: [55, 622, 116, 629]
- story-paragraph: A six-roomed dwelling owned and occupied by W. Broadbent at Springlands, was completely destroyed by fire last night. Practically nothing was saved. The insurance on the building was £900 in the Phoenix, and on the furniture £350 in the New Zealand Office. The adjacent house caught fire, but the brigade effected a good save. The damage to the second house is estimated at £50, and it is insured for £500 in the State Office.: [481, 715, 626, 777]
- story-byline: BY TELEGRAPH—PRESS ASSOCIATION.: [344, 227, 451, 232]
- deck-rule: [688, 86, 732, 87]
- story: [169, 277, 314, 435]
- section-divider: [481, 370, 626, 372]
- story-headline: CAPTAIN COOK: [492, 376, 615, 393]
- story-dateline: WASHINGTON, Sept. 12.: [201, 329, 282, 336]
- story-paragraph: "About sixteen of us were taken across San Francisco Bay in a small tug, where our luggage was water-soaked and ourselves drenched with spray, and dumped on Angel Island. Here we found ourselves herded in close confinement in a barracks-like building, hot, unventilated, and dirty, among about 60 Chinese women and children, without privacy or privileges of any kind. The place was abominably dirty, and the only fresh air to be had was in an unsheltered runway covered both at the sides and the top with stout meshed wire like a cage at a zoo, where the Chinese spat out lumps of fruit, peelings and what not just wherever they happened to be.: [325, 717, 470, 814]
- story-paragraph: Lucas, Svenson and Dalley will contribute much to the success of the team. Their ability to give and take a reverse pass at full speed was extraordinary.: [13, 430, 158, 451]
- story-subheading: TO RELIEVE EARACHE.: [507, 979, 600, 988]
- story-subheading: CONDUCTOR WANTED.: [820, 370, 912, 379]
- story-headline: HELD FOR BOND: [331, 456, 464, 473]
- story-paragraph: SUNDAYS AND HOLIDAYS.: [643, 1574, 720, 1581]
- deck-rule: [532, 794, 576, 795]
- story-paragraph: That leading line-erectors be classified and receive the same rate of pay as leading signal erectors.—The departmental advocate intimated that there was no objection to this claim being granted when the classification was being reviewed. The Board recommends accordingly.: [637, 155, 782, 197]
